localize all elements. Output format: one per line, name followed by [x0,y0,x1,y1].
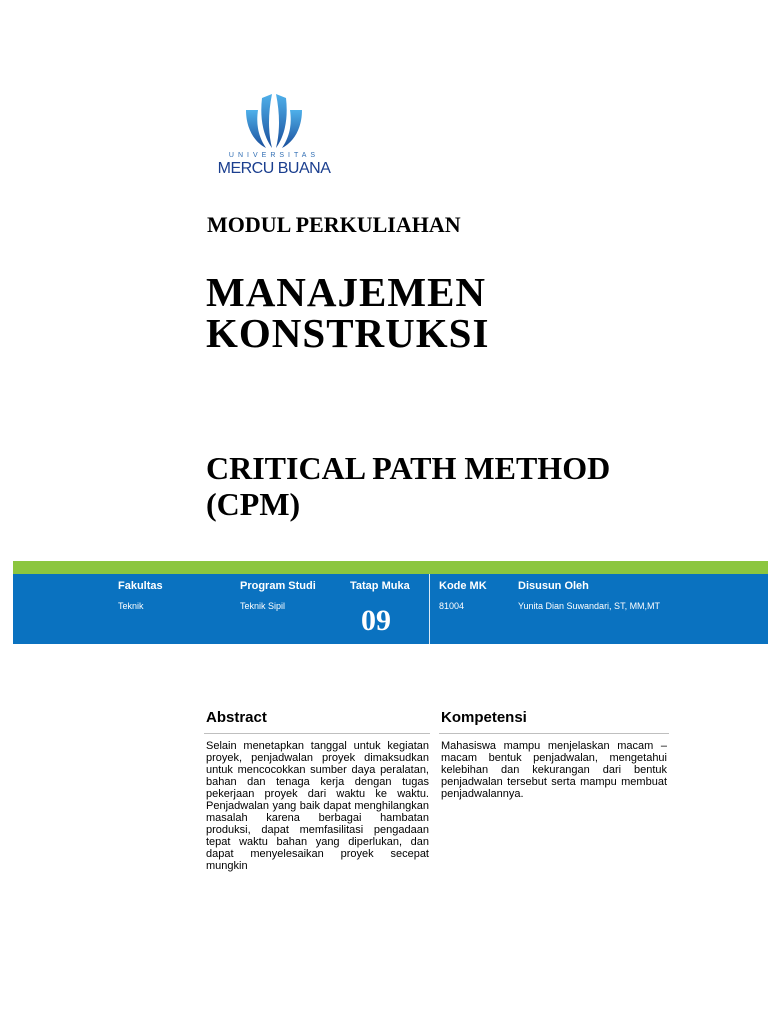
abstract-heading: Abstract [206,709,267,726]
disusun-oleh-label: Disusun Oleh [518,580,589,592]
logo-universitas-text: UNIVERSITAS [228,152,320,159]
module-label: MODUL PERKULIAHAN [207,212,461,237]
program-studi-label: Program Studi [240,580,316,592]
kompetensi-text: Mahasiswa mampu menjelaskan macam –macam bentuk penjadwalan, mengetahui kelebihan dan kekurangan dari bentuk penjadwalan tersebut serta mampu membuat penjadwalannya. [441,740,667,800]
disusun-oleh-value: Yunita Dian Suwandari, ST, MM,MT [518,601,661,611]
tatap-muka-label: Tatap Muka [350,580,410,592]
abstract-divider [204,733,430,734]
university-logo [205,86,343,194]
page-subtitle [206,450,610,522]
title-line-2: KONSTRUKSI [206,310,490,356]
kompetensi-heading: Kompetensi [441,709,527,726]
logo-name-text: MERCU BUANA [217,160,331,177]
kode-mk-label: Kode MK [439,580,487,592]
title-line-1: MANAJEMEN [206,269,487,315]
fakultas-value: Teknik [118,601,144,611]
fakultas-label: Fakultas [118,580,163,592]
program-studi-value: Teknik Sipil [240,601,286,611]
kode-mk-value: 81004 [439,601,465,611]
kompetensi-divider [439,733,669,734]
info-bar [13,574,768,644]
logo-emblem-icon [242,88,306,150]
subtitle-line-1: CRITICAL PATH METHOD [206,450,611,486]
page-title [206,269,490,356]
tatap-muka-value: 09 [361,604,391,637]
info-bar-divider [429,574,430,644]
info-bar-green-stripe [13,561,768,574]
abstract-text: Selain menetapkan tanggal untuk kegiatan proyek, penjadwalan proyek dimaksudkan untuk mencocokkan sumber daya peralatan, bahan dan tenaga kerja dengan tugas pekerjaan proyek dari waktu ke waktu. Penjadwalan yang baik dapat menghilangkan masalah karena berbagai hambatan produksi, dapat memfasilitasi pengadaan tepat waktu bahan yang diperlukan, dan dapat menyelesaikan proyek secepat mungkin [206,740,429,872]
subtitle-line-2: (CPM) [206,486,301,522]
